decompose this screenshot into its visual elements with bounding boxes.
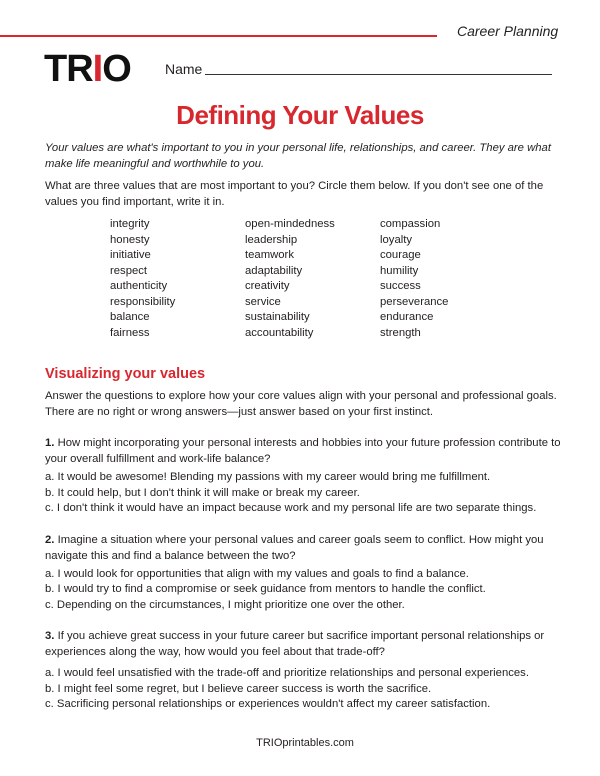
- section-heading: Visualizing your values: [45, 366, 206, 382]
- category-label: Career Planning: [457, 23, 559, 39]
- value-item[interactable]: leadership: [245, 233, 298, 246]
- answer-option[interactable]: c. Depending on the circumstances, I might prioritize one over the other.: [45, 598, 405, 611]
- value-item[interactable]: success: [380, 280, 421, 292]
- value-item[interactable]: adaptability: [245, 264, 303, 277]
- value-item[interactable]: service: [245, 295, 281, 308]
- answer-option[interactable]: a. I would look for opportunities that align with my values and goals to find a balance.: [45, 567, 469, 580]
- question-body: If you achieve great success in your future career but sacrifice important personal relationships or experiences along the way, how would you feel about that trade-off?: [45, 630, 545, 658]
- trio-logo: TRIO: [44, 48, 131, 90]
- values-column: [245, 217, 380, 341]
- values-list: [45, 217, 565, 341]
- intro-text: Your values are what's important to you in your personal life, relationships, and career. They are what make life meaningful and worthwhile to you.: [45, 142, 551, 170]
- page-title: Defining Your Values: [176, 100, 424, 130]
- question-body: Imagine a situation where your personal values and career goals seem to conflict. How might you navigate this and find a balance between the two?: [45, 533, 544, 562]
- values-column: [110, 217, 245, 341]
- question-text: [45, 628, 565, 660]
- answer-options: [45, 666, 565, 713]
- value-item[interactable]: loyalty: [380, 233, 413, 246]
- header-rule: [0, 35, 437, 37]
- value-item[interactable]: sustainability: [245, 311, 310, 323]
- footer-url: TRIOprintables.com: [256, 736, 354, 749]
- question-number: 1.: [45, 437, 55, 449]
- value-item[interactable]: perseverance: [380, 295, 449, 308]
- question-body: How might incorporating your personal interests and hobbies into your future profession contribute to your overall fulfillment and work-life balance?: [45, 437, 561, 465]
- value-item[interactable]: creativity: [245, 280, 290, 292]
- value-item[interactable]: courage: [380, 249, 421, 261]
- answer-option[interactable]: a. It would be awesome! Blending my passions with my career would bring me fulfillment.: [45, 471, 491, 483]
- answer-option[interactable]: b. I would try to find a compromise or seek guidance from mentors to handle the conflict.: [45, 583, 486, 595]
- answer-option[interactable]: c. Sacrificing personal relationships or experiences wouldn't affect my career satisfaction.: [45, 698, 491, 710]
- value-item[interactable]: teamwork: [245, 249, 294, 261]
- question-number: 3.: [45, 630, 55, 642]
- value-item[interactable]: endurance: [380, 311, 434, 323]
- value-item[interactable]: respect: [110, 264, 148, 277]
- value-item[interactable]: open-mindedness: [245, 218, 335, 230]
- answer-option[interactable]: a. I would feel unsatisfied with the trade-off and prioritize relationships and personal experiences.: [45, 667, 529, 679]
- value-item[interactable]: accountability: [245, 326, 314, 339]
- section-intro: Answer the questions to explore how your core values align with your personal and professional goals. There are no right or wrong answers—just answer based on your first instinct.: [45, 390, 557, 418]
- answer-options: [45, 567, 565, 614]
- value-item[interactable]: balance: [110, 311, 150, 323]
- name-line: [205, 74, 552, 75]
- value-item[interactable]: compassion: [380, 218, 441, 230]
- value-item[interactable]: responsibility: [110, 295, 176, 308]
- value-item[interactable]: integrity: [110, 218, 150, 230]
- question-text: [45, 435, 565, 467]
- answer-option[interactable]: b. It could help, but I don't think it will make or break my career.: [45, 486, 360, 499]
- answer-option[interactable]: c. I don't think it would have an impact because work and my personal life are two separate things.: [45, 502, 537, 514]
- value-item[interactable]: initiative: [110, 249, 151, 261]
- value-item[interactable]: authenticity: [110, 280, 168, 292]
- value-item[interactable]: humility: [380, 264, 419, 277]
- question-text: [45, 532, 565, 564]
- values-column: [380, 217, 515, 341]
- instruction-text: What are three values that are most important to you? Circle them below. If you don't see one of the values you find important, write it in.: [45, 180, 544, 208]
- answer-options: [45, 470, 565, 517]
- questions: [45, 435, 565, 713]
- answer-option[interactable]: b. I might feel some regret, but I believe career success is worth the sacrifice.: [45, 682, 432, 695]
- value-item[interactable]: strength: [380, 326, 421, 339]
- worksheet-body: [45, 140, 565, 769]
- value-item[interactable]: fairness: [110, 326, 150, 339]
- name-label: Name: [165, 61, 203, 77]
- value-item[interactable]: honesty: [110, 233, 150, 246]
- question-number: 2.: [45, 533, 55, 546]
